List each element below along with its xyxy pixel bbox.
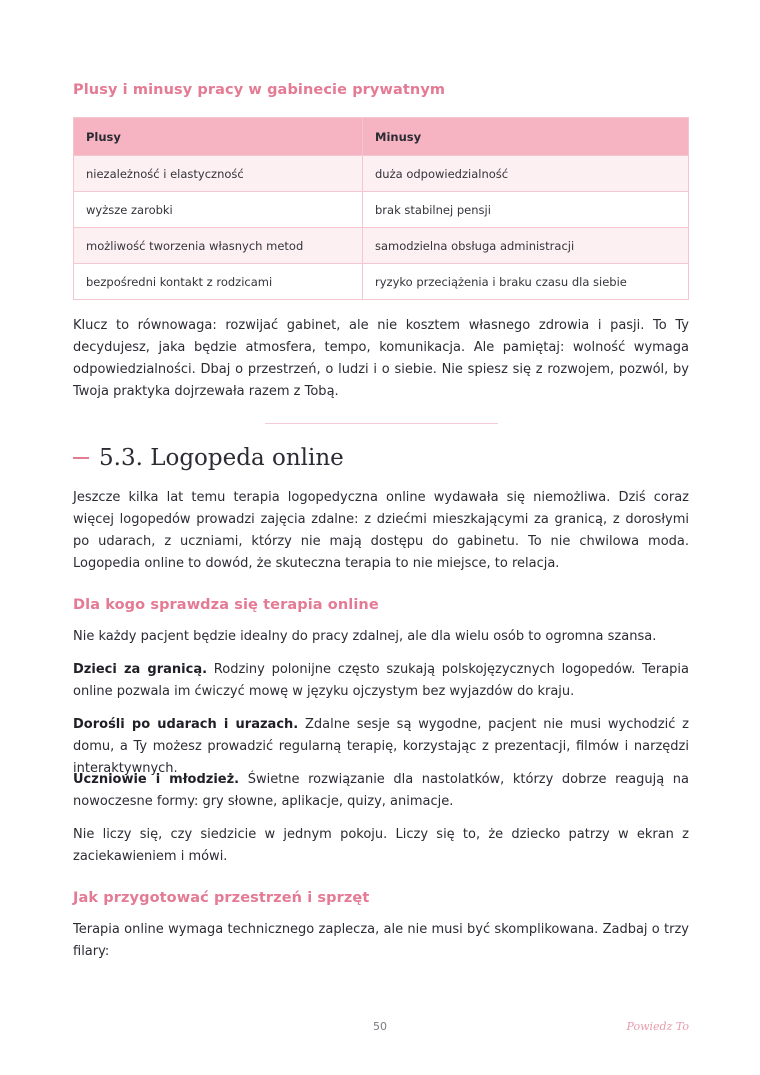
chapter-heading [73,445,344,471]
table-cell: bezpośredni kontakt z rodzicami [74,264,363,300]
subheading-setup: Jak przygotować przestrzeń i sprzęt [73,890,370,906]
page-number: 50 [373,1020,387,1033]
group-title: Dorośli po udarach i urazach. [73,717,299,732]
section-heading-pros-cons: Plusy i minusy pracy w gabinecie prywatnym [73,82,446,98]
table-cell: ryzyko przeciążenia i braku czasu dla siebie [363,264,689,300]
closing-paragraph: Nie liczy się, czy siedzicie w jednym pokoju. Liczy się to, że dziecko patrzy w ekran z zaciekawieniem i mówi. [73,827,689,864]
table-cell: możliwość tworzenia własnych metod [74,228,363,264]
table-cell: brak stabilnej pensji [363,192,689,228]
balance-paragraph: Klucz to równowaga: rozwijać gabinet, ale nie kosztem własnego zdrowia i pasji. To Ty decydujesz, jaka będzie atmosfera, tempo, komunikacja. Ale pamiętaj: wolność wymaga odpowiedzialności. Dbaj o przestrzeń, o ludzi i o siebie. Nie spiesz się z rozwojem, pozwól, by Twoja praktyka dojrzewała razem z Tobą. [73,318,689,399]
heading-dash-icon [73,457,89,459]
group-paragraph-children [73,659,689,703]
table-row [74,192,689,228]
group-text: Rodziny polonijne często szukają polskojęzycznych logopedów. Terapia online pozwala im ćwiczyć mowę w języku ojczystym bez wyjazdów do kraju. [73,662,689,699]
intro-paragraph: Jeszcze kilka lat temu terapia logopedyczna online wydawała się niemożliwa. Dziś coraz więcej logopedów prowadzi zajęcia zdalne: z dziećmi mieszkającymi za granicą, z dorosłymi po udarach, z uczniami, którzy nie mają dostępu do gabinetu. To nie chwilowa moda. Logopedia online to dowód, że skuteczna terapia to nie miejsce, to relacja. [73,490,689,571]
group-text: Zdalne sesje są wygodne, pacjent nie musi wychodzić z domu, a Ty możesz prowadzić regularną terapię, korzystając z prezentacji, filmów i narzędzi interaktywnych. [73,717,689,776]
setup-intro-paragraph: Terapia online wymaga technicznego zaplecza, ale nie musi być skomplikowana. Zadbaj o trzy filary: [73,922,689,959]
table-cell: samodzielna obsługa administracji [363,228,689,264]
group-title: Dzieci za granicą. [73,662,208,677]
section-divider [265,423,498,424]
table-header-row [74,118,689,156]
table-row [74,156,689,192]
group-text: Świetne rozwiązanie dla nastolatków, którzy dobrze reagują na nowoczesne formy: gry słowne, aplikacje, quizy, animacje. [73,772,689,809]
group-paragraph-students [73,769,689,813]
column-header-cons: Minusy [363,118,689,156]
table-row [74,264,689,300]
subheading-who: Dla kogo sprawdza się terapia online [73,597,379,613]
footer-brand: Powiedz To [626,1020,689,1033]
table-cell: niezależność i elastyczność [74,156,363,192]
who-intro-paragraph: Nie każdy pacjent będzie idealny do pracy zdalnej, ale dla wielu osób to ogromna szansa. [73,629,657,644]
group-title: Uczniowie i młodzież. [73,772,240,787]
pros-cons-table [73,117,689,300]
column-header-pros: Plusy [74,118,363,156]
table-row [74,228,689,264]
table-cell: duża odpowiedzialność [363,156,689,192]
table-cell: wyższe zarobki [74,192,363,228]
chapter-title: 5.3. Logopeda online [99,445,344,471]
